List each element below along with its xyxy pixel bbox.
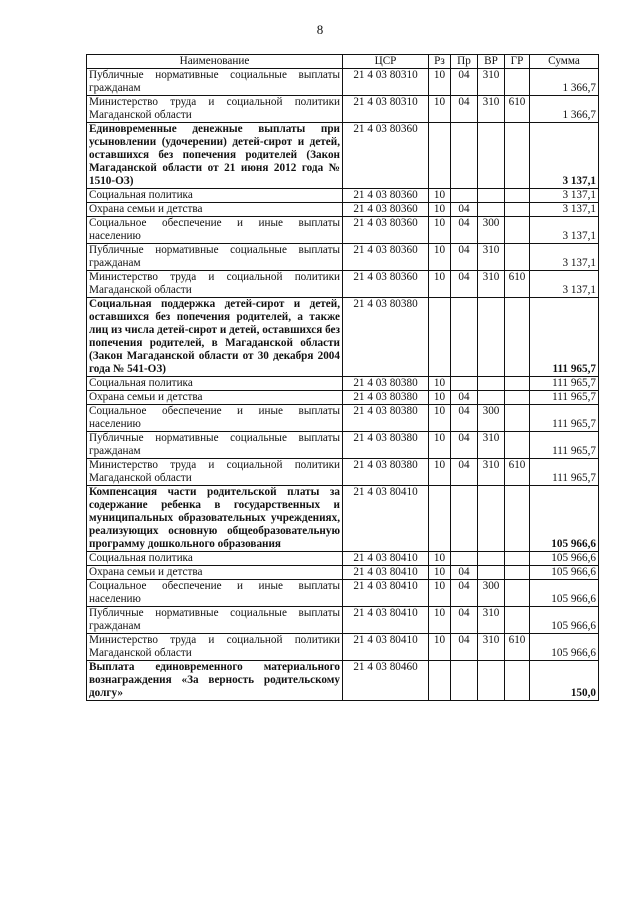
row-name-cell: Социальная политика — [87, 189, 343, 203]
row-name-cell: Министерство труда и социальной политики Магаданской области — [87, 271, 343, 298]
row-rz-cell — [429, 298, 451, 377]
row-vr-cell — [478, 189, 505, 203]
row-sum-cell: 105 966,6 — [530, 552, 599, 566]
row-pr-cell: 04 — [451, 566, 478, 580]
row-csr-cell: 21 4 03 80410 — [343, 634, 429, 661]
row-gr-cell — [505, 566, 530, 580]
row-name-cell: Социальное обеспечение и иные выплаты населению — [87, 405, 343, 432]
row-rz-cell: 10 — [429, 244, 451, 271]
row-name-cell: Социальное обеспечение и иные выплаты населению — [87, 580, 343, 607]
row-csr-cell: 21 4 03 80380 — [343, 405, 429, 432]
row-sum-cell: 3 137,1 — [530, 217, 599, 244]
row-pr-cell — [451, 486, 478, 552]
table-row — [87, 203, 599, 217]
row-vr-cell: 300 — [478, 217, 505, 244]
table-row — [87, 607, 599, 634]
row-gr-cell — [505, 217, 530, 244]
row-rz-cell: 10 — [429, 552, 451, 566]
row-vr-cell — [478, 391, 505, 405]
table-row — [87, 580, 599, 607]
row-sum-cell: 3 137,1 — [530, 189, 599, 203]
row-sum-cell: 111 965,7 — [530, 432, 599, 459]
row-csr-cell: 21 4 03 80360 — [343, 189, 429, 203]
row-name-cell: Охрана семьи и детства — [87, 391, 343, 405]
row-vr-cell — [478, 552, 505, 566]
table-row — [87, 405, 599, 432]
row-gr-cell — [505, 244, 530, 271]
row-gr-cell — [505, 607, 530, 634]
row-rz-cell: 10 — [429, 405, 451, 432]
row-pr-cell: 04 — [451, 634, 478, 661]
row-gr-cell — [505, 298, 530, 377]
row-vr-cell — [478, 661, 505, 701]
row-sum-cell: 3 137,1 — [530, 271, 599, 298]
row-csr-cell: 21 4 03 80460 — [343, 661, 429, 701]
row-name-cell: Социальная поддержка детей-сирот и детей, оставшихся без попечения родителей, а также лиц из числа детей-сирот и детей, оставшихся без попечения родителей, в Магаданской области (Закон Магаданской области от 30 декабря 2004 года № 541-ОЗ) — [87, 298, 343, 377]
table-row — [87, 634, 599, 661]
row-gr-cell — [505, 405, 530, 432]
table-row — [87, 661, 599, 701]
row-pr-cell: 04 — [451, 217, 478, 244]
table-row — [87, 96, 599, 123]
table-row — [87, 552, 599, 566]
row-pr-cell — [451, 298, 478, 377]
row-vr-cell — [478, 486, 505, 552]
row-sum-cell: 111 965,7 — [530, 298, 599, 377]
row-rz-cell: 10 — [429, 69, 451, 96]
row-vr-cell: 310 — [478, 459, 505, 486]
row-vr-cell — [478, 566, 505, 580]
row-name-cell: Публичные нормативные социальные выплаты гражданам — [87, 244, 343, 271]
row-vr-cell: 300 — [478, 580, 505, 607]
row-rz-cell: 10 — [429, 96, 451, 123]
row-vr-cell — [478, 203, 505, 217]
header-rz: Рз — [429, 55, 451, 69]
row-rz-cell: 10 — [429, 459, 451, 486]
row-name-cell: Министерство труда и социальной политики Магаданской области — [87, 459, 343, 486]
row-rz-cell: 10 — [429, 607, 451, 634]
row-gr-cell — [505, 69, 530, 96]
row-vr-cell: 310 — [478, 69, 505, 96]
row-gr-cell — [505, 377, 530, 391]
row-csr-cell: 21 4 03 80360 — [343, 217, 429, 244]
table-row — [87, 271, 599, 298]
row-csr-cell: 21 4 03 80380 — [343, 432, 429, 459]
header-pr: Пр — [451, 55, 478, 69]
row-rz-cell: 10 — [429, 271, 451, 298]
row-pr-cell: 04 — [451, 391, 478, 405]
row-vr-cell: 310 — [478, 96, 505, 123]
row-sum-cell: 3 137,1 — [530, 244, 599, 271]
table-row — [87, 69, 599, 96]
row-pr-cell — [451, 661, 478, 701]
row-rz-cell: 10 — [429, 203, 451, 217]
table-row — [87, 486, 599, 552]
table-row — [87, 432, 599, 459]
row-sum-cell: 105 966,6 — [530, 566, 599, 580]
row-name-cell: Компенсация части родительской платы за содержание ребенка в государственных и муниципальных образовательных учреждениях, реализующих основную общеобразовательную программу дошкольного образования — [87, 486, 343, 552]
row-pr-cell — [451, 377, 478, 391]
table-row — [87, 391, 599, 405]
row-pr-cell: 04 — [451, 459, 478, 486]
row-rz-cell: 10 — [429, 217, 451, 244]
row-pr-cell: 04 — [451, 271, 478, 298]
row-name-cell: Социальное обеспечение и иные выплаты населению — [87, 217, 343, 244]
row-vr-cell — [478, 377, 505, 391]
row-sum-cell: 1 366,7 — [530, 96, 599, 123]
row-vr-cell: 310 — [478, 271, 505, 298]
row-sum-cell: 3 137,1 — [530, 203, 599, 217]
row-vr-cell: 310 — [478, 634, 505, 661]
table-row — [87, 566, 599, 580]
row-name-cell: Публичные нормативные социальные выплаты гражданам — [87, 432, 343, 459]
table-row — [87, 298, 599, 377]
row-gr-cell — [505, 391, 530, 405]
row-csr-cell: 21 4 03 80410 — [343, 607, 429, 634]
row-pr-cell: 04 — [451, 432, 478, 459]
row-sum-cell: 111 965,7 — [530, 377, 599, 391]
row-gr-cell — [505, 552, 530, 566]
row-name-cell: Единовременные денежные выплаты при усыновлении (удочерении) детей-сирот и детей, оставшихся без попечения родителей (Закон Магаданской области от 21 июня 2012 года № 1510-ОЗ) — [87, 123, 343, 189]
row-rz-cell: 10 — [429, 566, 451, 580]
row-vr-cell: 300 — [478, 405, 505, 432]
row-gr-cell — [505, 432, 530, 459]
row-gr-cell: 610 — [505, 271, 530, 298]
header-gr: ГР — [505, 55, 530, 69]
row-pr-cell — [451, 552, 478, 566]
row-sum-cell: 105 966,6 — [530, 580, 599, 607]
row-csr-cell: 21 4 03 80380 — [343, 459, 429, 486]
row-gr-cell: 610 — [505, 634, 530, 661]
row-csr-cell: 21 4 03 80380 — [343, 391, 429, 405]
header-csr: ЦСР — [343, 55, 429, 69]
row-gr-cell — [505, 203, 530, 217]
row-pr-cell — [451, 123, 478, 189]
row-csr-cell: 21 4 03 80410 — [343, 580, 429, 607]
row-sum-cell: 111 965,7 — [530, 459, 599, 486]
row-pr-cell: 04 — [451, 607, 478, 634]
row-gr-cell — [505, 580, 530, 607]
table-row — [87, 377, 599, 391]
row-pr-cell: 04 — [451, 580, 478, 607]
row-vr-cell — [478, 298, 505, 377]
row-vr-cell: 310 — [478, 244, 505, 271]
header-name: Наименование — [87, 55, 343, 69]
row-pr-cell: 04 — [451, 203, 478, 217]
row-gr-cell — [505, 486, 530, 552]
table-row — [87, 244, 599, 271]
row-name-cell: Охрана семьи и детства — [87, 566, 343, 580]
table-row — [87, 189, 599, 203]
row-rz-cell: 10 — [429, 634, 451, 661]
row-rz-cell — [429, 123, 451, 189]
header-sum: Сумма — [530, 55, 599, 69]
row-csr-cell: 21 4 03 80380 — [343, 298, 429, 377]
row-rz-cell: 10 — [429, 377, 451, 391]
row-csr-cell: 21 4 03 80410 — [343, 566, 429, 580]
table-row — [87, 123, 599, 189]
row-pr-cell: 04 — [451, 96, 478, 123]
row-vr-cell: 310 — [478, 607, 505, 634]
row-rz-cell — [429, 486, 451, 552]
row-csr-cell: 21 4 03 80360 — [343, 123, 429, 189]
table-header-row — [87, 55, 599, 69]
row-name-cell: Охрана семьи и детства — [87, 203, 343, 217]
row-vr-cell: 310 — [478, 432, 505, 459]
row-gr-cell — [505, 189, 530, 203]
row-rz-cell — [429, 661, 451, 701]
row-sum-cell: 1 366,7 — [530, 69, 599, 96]
row-rz-cell: 10 — [429, 189, 451, 203]
row-name-cell: Публичные нормативные социальные выплаты гражданам — [87, 607, 343, 634]
row-name-cell: Выплата единовременного материального вознаграждения «За верность родительскому долгу» — [87, 661, 343, 701]
row-sum-cell: 105 966,6 — [530, 634, 599, 661]
row-pr-cell — [451, 189, 478, 203]
row-csr-cell: 21 4 03 80360 — [343, 203, 429, 217]
page-number: 8 — [316, 22, 324, 37]
row-csr-cell: 21 4 03 80380 — [343, 377, 429, 391]
row-name-cell: Социальная политика — [87, 552, 343, 566]
row-name-cell: Министерство труда и социальной политики Магаданской области — [87, 634, 343, 661]
row-csr-cell: 21 4 03 80410 — [343, 552, 429, 566]
row-pr-cell: 04 — [451, 69, 478, 96]
row-name-cell: Министерство труда и социальной политики Магаданской области — [87, 96, 343, 123]
row-sum-cell: 111 965,7 — [530, 391, 599, 405]
table-row — [87, 459, 599, 486]
row-sum-cell: 105 966,6 — [530, 607, 599, 634]
row-sum-cell: 150,0 — [530, 661, 599, 701]
row-rz-cell: 10 — [429, 580, 451, 607]
row-sum-cell: 111 965,7 — [530, 405, 599, 432]
row-csr-cell: 21 4 03 80310 — [343, 69, 429, 96]
row-csr-cell: 21 4 03 80360 — [343, 271, 429, 298]
row-csr-cell: 21 4 03 80310 — [343, 96, 429, 123]
row-sum-cell: 3 137,1 — [530, 123, 599, 189]
row-rz-cell: 10 — [429, 432, 451, 459]
header-vr: ВР — [478, 55, 505, 69]
row-rz-cell: 10 — [429, 391, 451, 405]
row-gr-cell — [505, 661, 530, 701]
row-csr-cell: 21 4 03 80360 — [343, 244, 429, 271]
row-name-cell: Публичные нормативные социальные выплаты гражданам — [87, 69, 343, 96]
row-gr-cell: 610 — [505, 459, 530, 486]
row-vr-cell — [478, 123, 505, 189]
row-pr-cell: 04 — [451, 244, 478, 271]
table-row — [87, 217, 599, 244]
row-sum-cell: 105 966,6 — [530, 486, 599, 552]
row-gr-cell — [505, 123, 530, 189]
row-pr-cell: 04 — [451, 405, 478, 432]
row-gr-cell: 610 — [505, 96, 530, 123]
row-name-cell: Социальная политика — [87, 377, 343, 391]
budget-table — [86, 54, 599, 701]
row-csr-cell: 21 4 03 80410 — [343, 486, 429, 552]
